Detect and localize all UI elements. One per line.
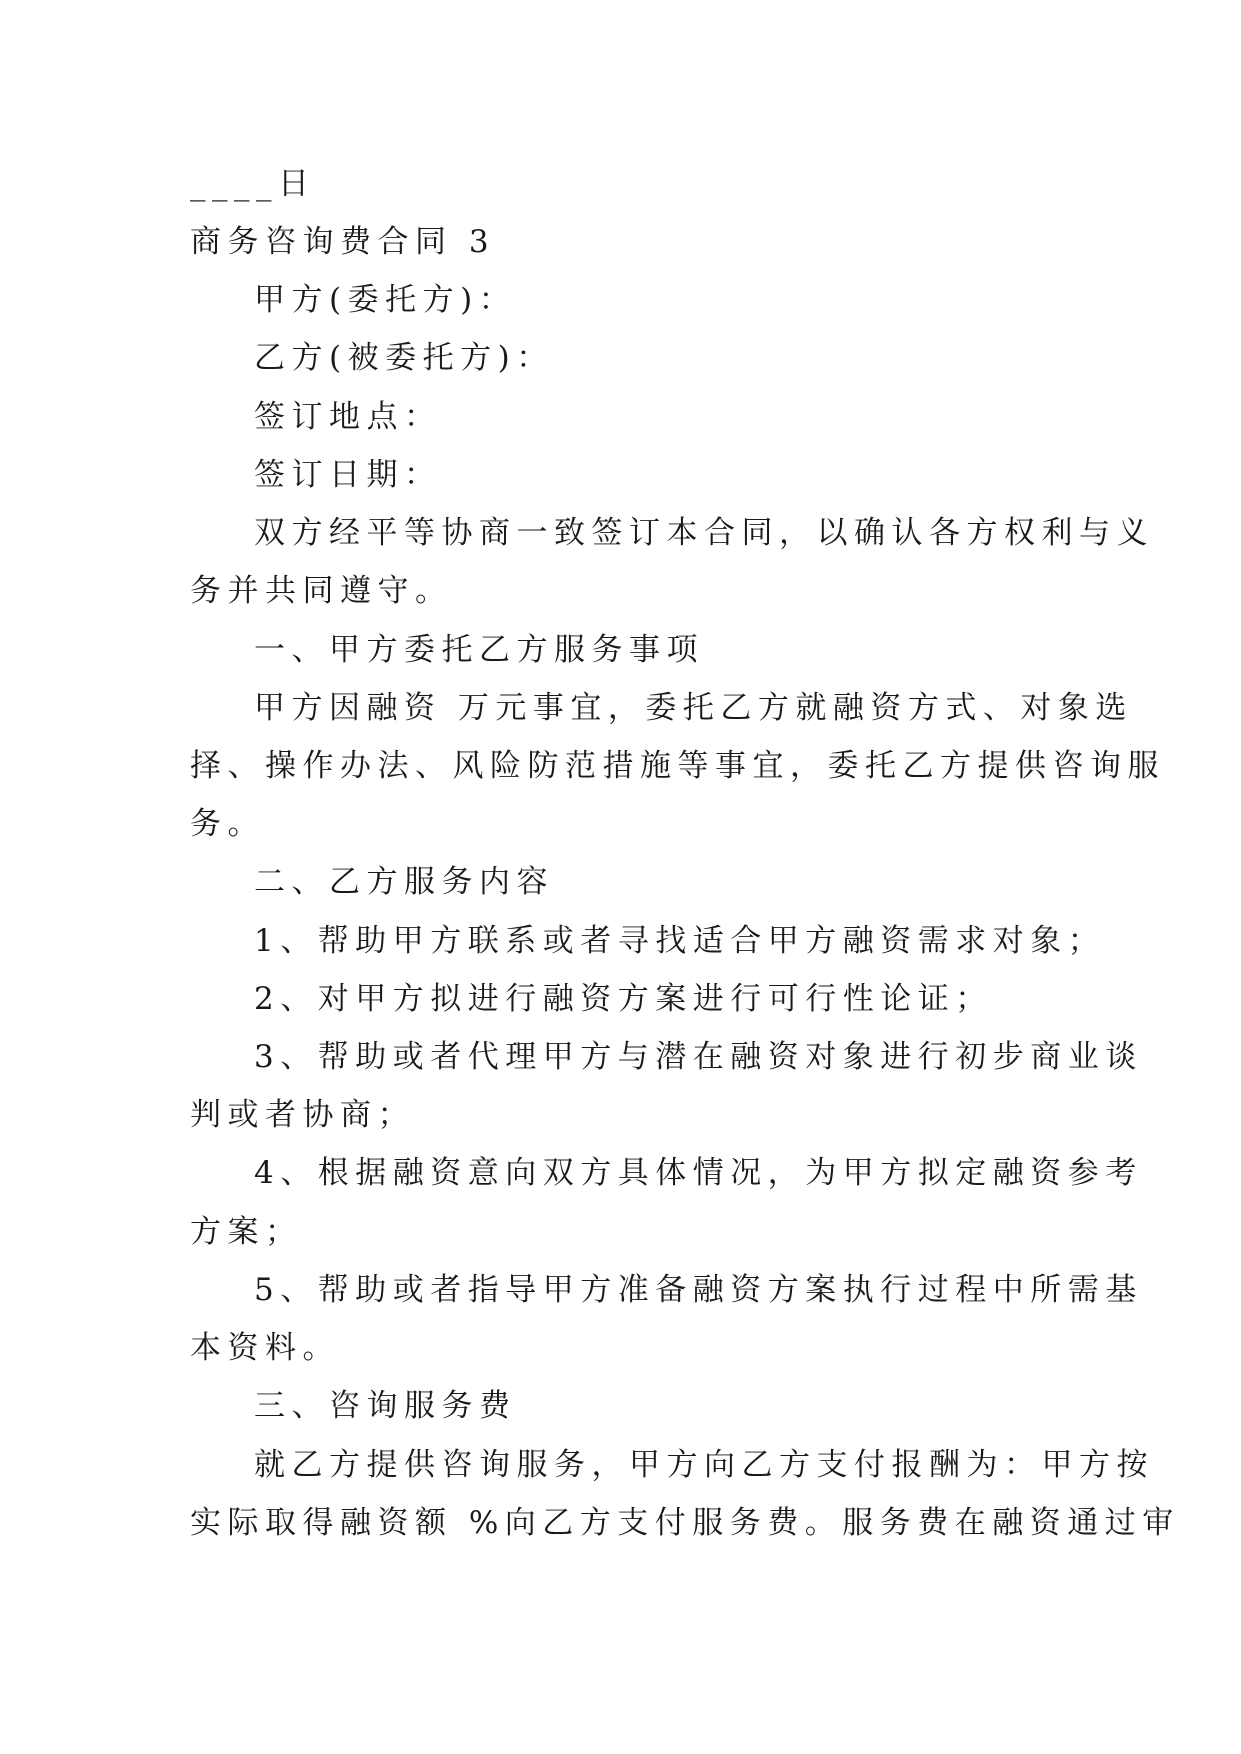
section-1-line-3: 务。: [190, 806, 265, 842]
service-item-5-line-2: 本资料。: [190, 1330, 340, 1366]
section-3-heading: 三、咨询服务费: [254, 1388, 517, 1424]
service-item-1: 1、帮助甲方联系或者寻找适合甲方融资需求对象；: [254, 923, 1106, 959]
party-b-line: 乙方(被委托方)：: [254, 340, 554, 376]
fee-line-1: 就乙方提供咨询服务，甲方向乙方支付报酬为：甲方按: [254, 1447, 1154, 1483]
section-1-line-1: 甲方因融资 万元事宜，委托乙方就融资方式、对象选: [254, 690, 1133, 726]
service-item-2: 2、对甲方拟进行融资方案进行可行性论证；: [254, 981, 993, 1017]
party-a-line: 甲方(委托方)：: [254, 282, 517, 318]
signing-date-line: 签订日期：: [254, 457, 442, 493]
service-item-3-line-2: 判或者协商；: [190, 1097, 415, 1133]
service-item-5-line-1: 5、帮助或者指导甲方准备融资方案执行过程中所需基: [254, 1272, 1143, 1308]
service-item-3-line-1: 3、帮助或者代理甲方与潜在融资对象进行初步商业谈: [254, 1039, 1143, 1075]
section-2-heading: 二、乙方服务内容: [254, 864, 554, 900]
section-1-heading: 一、甲方委托乙方服务事项: [254, 632, 704, 668]
date-line: ____日: [190, 166, 316, 202]
fee-line-2: 实际取得融资额 %向乙方支付服务费。服务费在融资通过审: [190, 1505, 1180, 1541]
preamble-line-2: 务并共同遵守。: [190, 573, 453, 609]
signing-place-line: 签订地点：: [254, 399, 442, 435]
contract-title: 商务咨询费合同 3: [190, 224, 496, 260]
service-item-4-line-1: 4、根据融资意向双方具体情况，为甲方拟定融资参考: [254, 1155, 1143, 1191]
preamble-line-1: 双方经平等协商一致签订本合同，以确认各方权利与义: [254, 515, 1154, 551]
service-item-4-line-2: 方案；: [190, 1214, 303, 1250]
section-1-line-2: 择、操作办法、风险防范措施等事宜，委托乙方提供咨询服: [190, 748, 1165, 784]
